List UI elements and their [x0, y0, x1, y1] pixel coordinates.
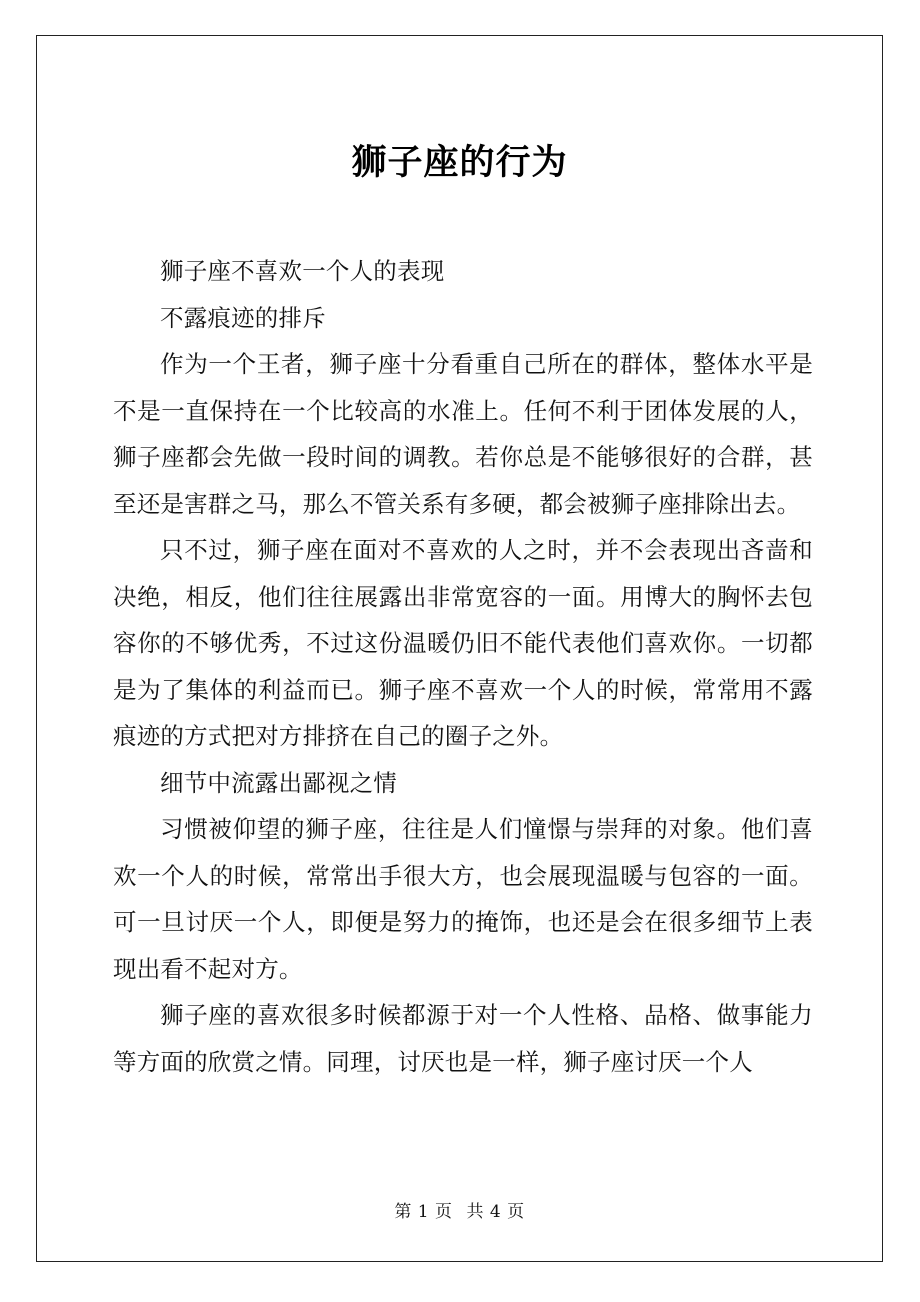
- page-title: 狮子座的行为: [351, 143, 568, 183]
- section-subheading: 细节中流露出鄙视之情: [160, 768, 397, 797]
- footer-current-page: 第 1 页: [394, 1202, 453, 1222]
- body-paragraph: 习惯被仰望的狮子座，往往是人们憧憬与崇拜的对象。他们喜欢一个人的时候，常常出手很大方，也会展现温暖与包容的一面。可一旦讨厌一个人，即便是努力的掩饰，也还是会在很多细节上表现出看不起对方。: [113, 815, 813, 983]
- body-paragraph: 只不过，狮子座在面对不喜欢的人之时，并不会表现出吝啬和决绝，相反，他们往往展露出非常宽容的一面。用博大的胸怀去包容你的不够优秀，不过这份温暖仍旧不能代表他们喜欢你。一切都是为了集体的利益而已。狮子座不喜欢一个人的时候，常常用不露痕迹的方式把对方排挤在自己的圈子之外。: [113, 536, 813, 750]
- section-subheading: 不露痕迹的排斥: [160, 303, 326, 332]
- body-paragraph: 作为一个王者，狮子座十分看重自己所在的群体，整体水平是不是一直保持在一个比较高的水准上。任何不利于团体发展的人，狮子座都会先做一段时间的调教。若你总是不能够很好的合群，甚至还是害群之马，那么不管关系有多硬，都会被狮子座排除出去。: [113, 350, 813, 518]
- page-footer: [37, 1201, 882, 1223]
- section-subheading: 狮子座不喜欢一个人的表现: [160, 257, 445, 285]
- document-body: [113, 248, 813, 1085]
- page-inner: [37, 36, 882, 1261]
- footer-total-pages: 共 4 页: [466, 1202, 525, 1222]
- page-frame: [36, 35, 883, 1262]
- body-paragraph: 狮子座的喜欢很多时候都源于对一个人性格、品格、做事能力等方面的欣赏之情。同理，讨厌也是一样，狮子座讨厌一个人: [113, 1001, 813, 1076]
